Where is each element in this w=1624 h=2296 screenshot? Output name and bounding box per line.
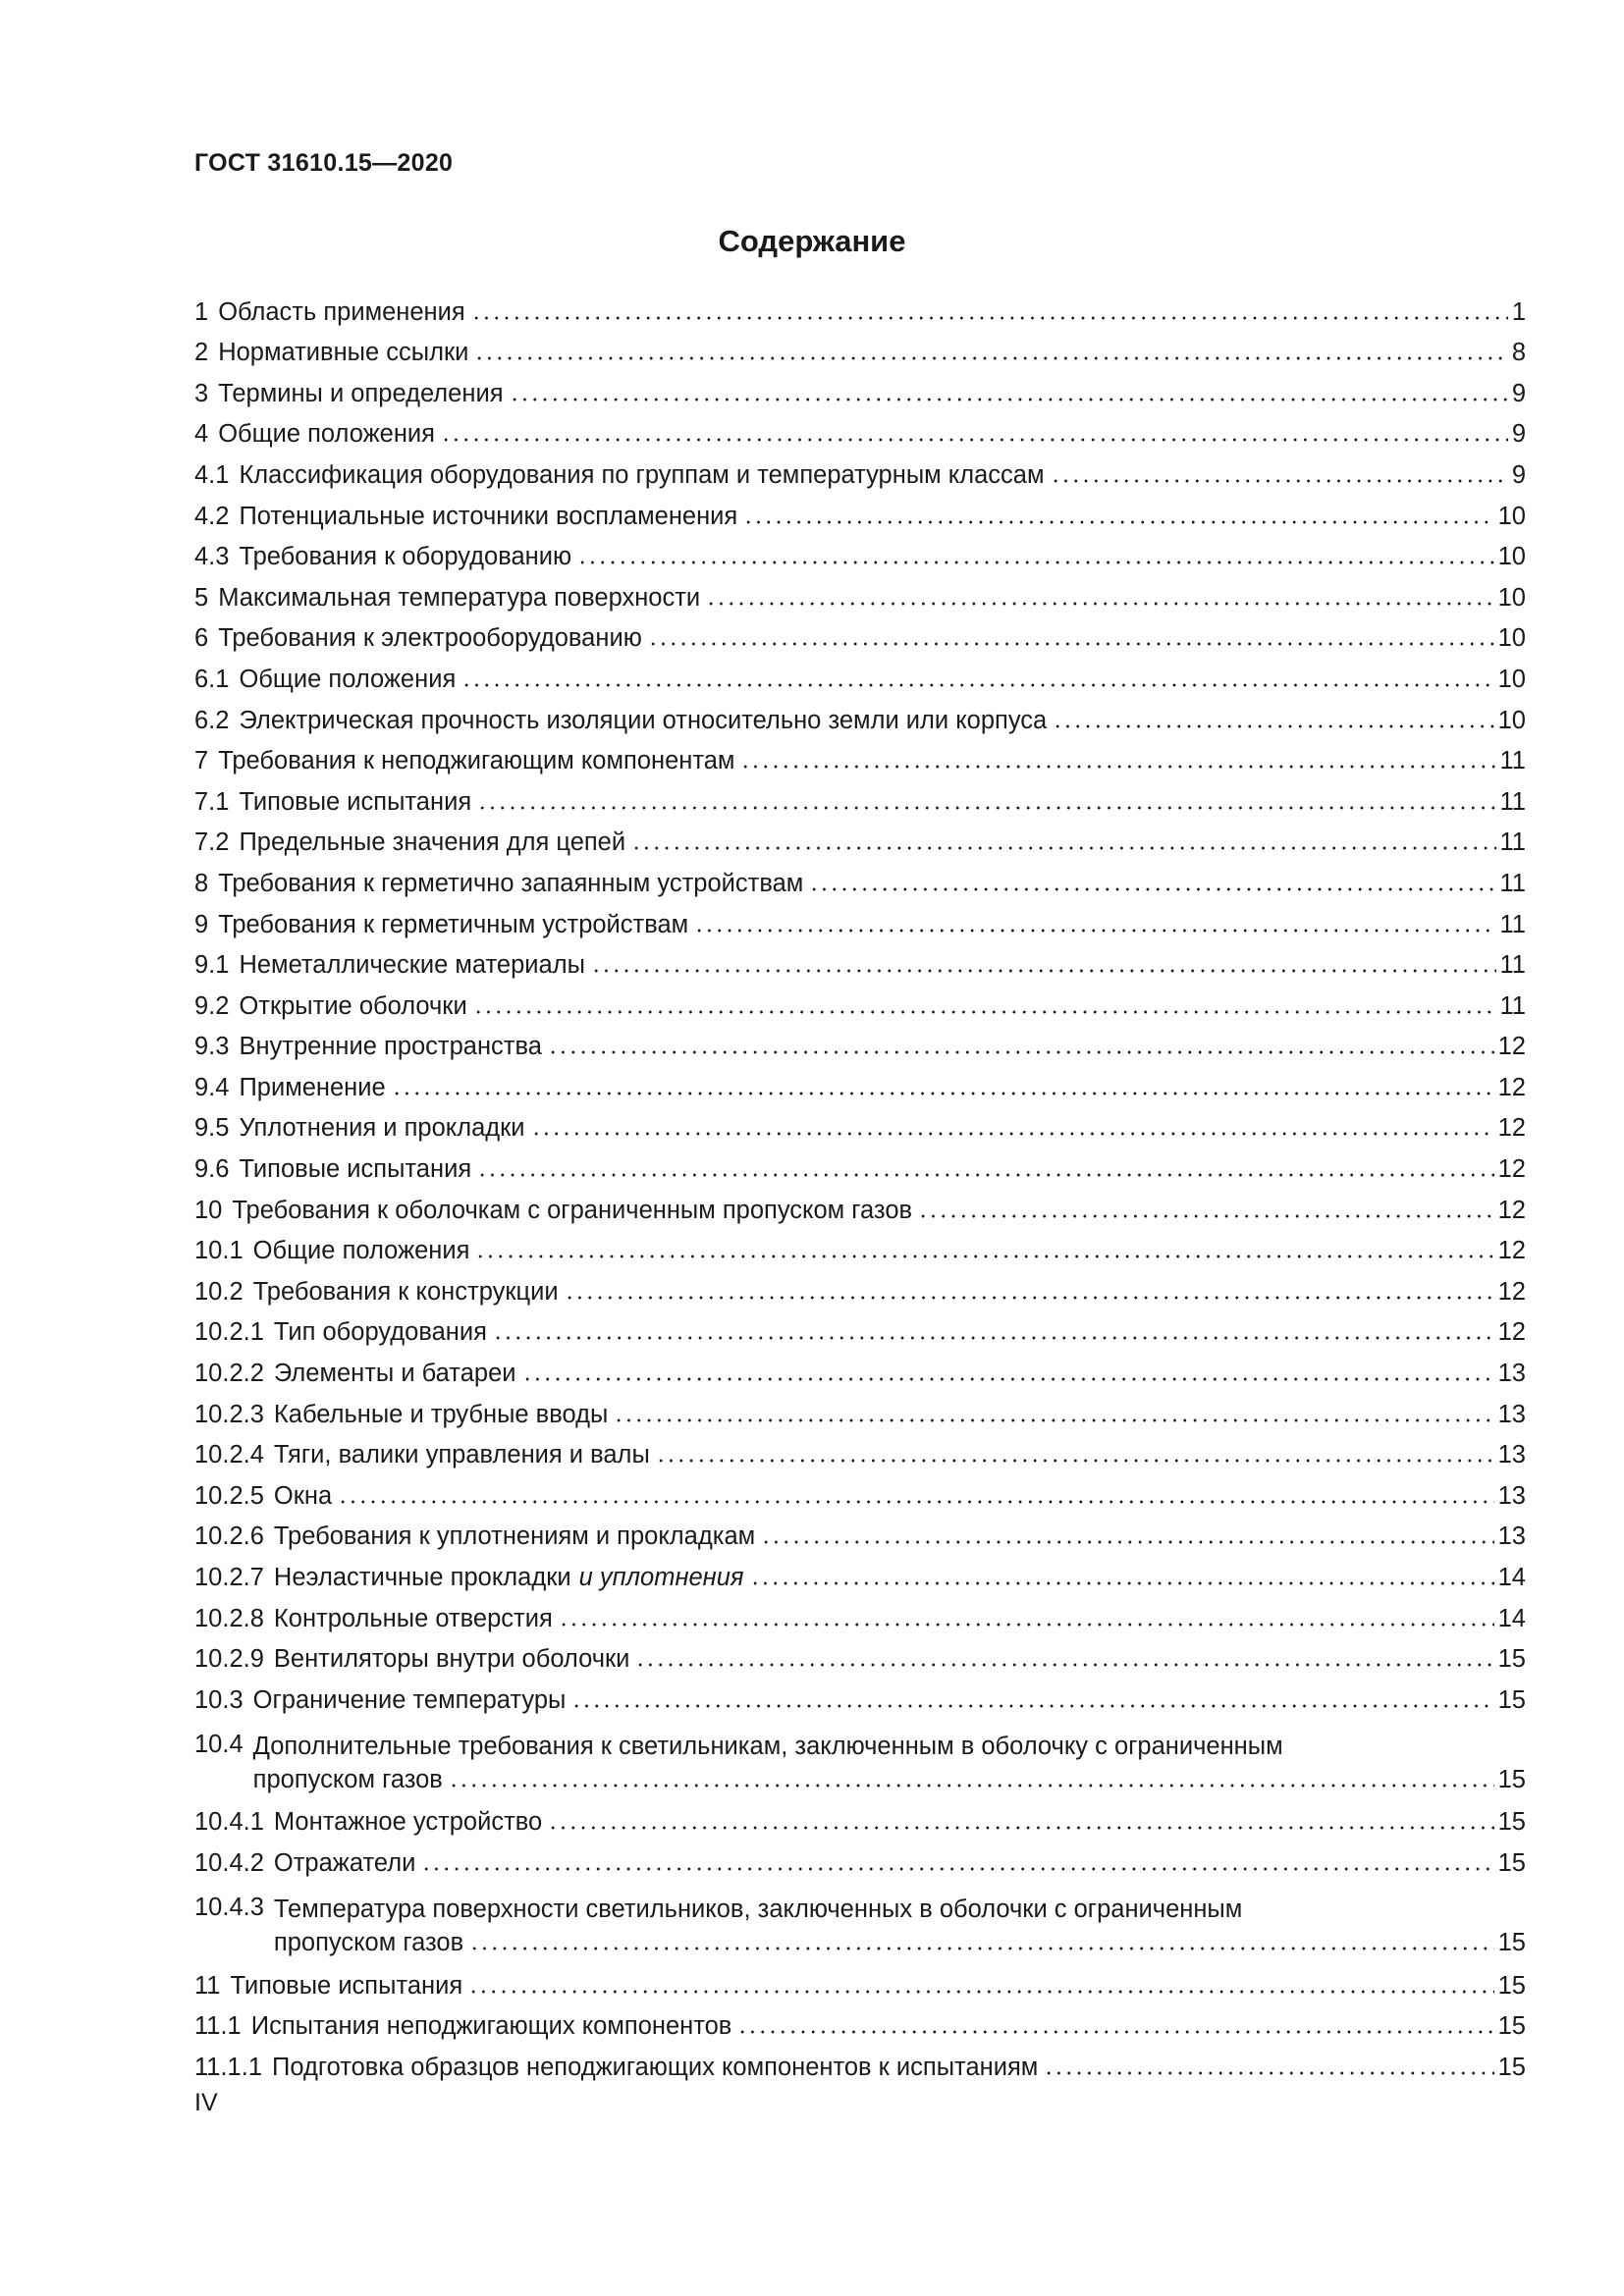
toc-entry-number: 6.2 [194,706,230,734]
toc-entry[interactable] [194,866,1526,907]
toc-entry-page: 10 [1497,583,1526,612]
toc-entry-title: Монтажное устройство [273,1808,543,1837]
toc-entry-number: 10.2.1 [194,1318,264,1347]
toc-entry-number: 10.2.5 [194,1481,264,1510]
toc-entry[interactable] [194,1234,1526,1275]
toc-entry-page: 10 [1497,543,1526,571]
toc-entry-number: 9.3 [194,1033,230,1061]
dot-leader [1053,724,1493,728]
toc-entry-page: 8 [1511,339,1526,367]
toc-entry-title: Предельные значения для цепей [239,828,626,857]
dot-leader [656,1459,1494,1463]
toc-entry[interactable] [194,2050,1526,2091]
dot-leader [477,806,1495,810]
toc-entry-title: Подготовка образцов неподжигающих компонентов к испытаниям [272,2053,1039,2081]
toc-entry-number: 7 [194,747,209,775]
toc-entry-page: 10 [1497,706,1526,734]
dot-leader [635,1663,1493,1667]
dot-leader [471,316,1508,320]
toc-entry-number: 10.4.1 [194,1808,264,1837]
toc-entry-number: 10.3 [194,1685,244,1714]
toc-entry-page: 1 [1511,297,1526,326]
toc-entry[interactable] [194,662,1526,703]
dot-leader [631,846,1495,850]
toc-entry-title: Дополнительные требования к светильникам, заключенным в оболочку с ограниченным [252,1732,1283,1760]
toc-entry-number: 5 [194,583,209,612]
toc-entry-number: 10.2.9 [194,1645,264,1674]
toc-entry[interactable] [194,1520,1526,1561]
dot-leader [548,1050,1494,1054]
dot-leader [531,1132,1494,1136]
dot-leader [468,1990,1493,1994]
toc-entry-title: Элементы и батареи [273,1360,516,1388]
toc-entry-page: 15 [1497,1765,1526,1793]
toc-entry[interactable] [194,1724,1526,1805]
dot-leader [737,2030,1493,2034]
toc-title: Содержание [718,224,906,258]
toc-entry[interactable] [194,1682,1526,1724]
toc-entry-page: 9 [1511,460,1526,489]
toc-entry-number: 10.2.6 [194,1522,264,1551]
toc-entry-title: Контрольные отверстия [273,1604,553,1632]
dot-leader [648,642,1494,646]
toc-entry[interactable] [194,784,1526,826]
toc-entry-page: 9 [1511,379,1526,407]
dot-leader [461,683,1493,687]
toc-entry-page: 12 [1497,1073,1526,1101]
toc-entry-title: Максимальная температура поверхности [218,583,701,612]
toc-entry-number: 10.4 [194,1730,244,1758]
toc-entry-title: Внутренние пространства [239,1033,542,1061]
toc-entry-title-continued: пропуском газов [273,1928,464,1956]
dot-leader [522,1377,1494,1381]
toc-entry-number: 4 [194,420,209,449]
toc-entry-number: 4.1 [194,460,230,489]
toc-entry-page: 10 [1497,624,1526,653]
toc-entry-title: Неметаллические материалы [239,951,585,980]
toc-entry-number: 6 [194,624,209,653]
toc-entry[interactable] [194,457,1526,499]
toc-entry-page: 15 [1497,2012,1526,2041]
dot-leader [918,1214,1494,1218]
toc-entry[interactable] [194,826,1526,867]
toc-entry-page: 15 [1497,1808,1526,1837]
toc-entry-title: Требования к герметичным устройствам [218,910,689,938]
toc-entry-page: 12 [1497,1318,1526,1347]
toc-entry-title: Вентиляторы внутри оболочки [273,1645,630,1674]
toc-entry-page: 13 [1497,1481,1526,1510]
toc-entry[interactable] [194,1274,1526,1315]
toc-entry-title: Типовые испытания [230,1971,463,2000]
dot-leader [475,1255,1493,1258]
dot-leader [392,1092,1494,1095]
toc-entry-title: Открытие оболочки [239,991,467,1020]
dot-leader [577,561,1494,564]
toc-entry[interactable] [194,376,1526,417]
toc-entry-page: 15 [1497,2053,1526,2081]
toc-entry[interactable] [194,580,1526,621]
toc-entry-number: 6.1 [194,665,230,693]
toc-entry-title: Применение [239,1073,386,1101]
dot-leader [474,356,1507,360]
dot-leader [421,1867,1493,1871]
toc-entry-page: 14 [1497,1564,1526,1591]
dot-leader [441,438,1508,442]
toc-entry-page: 11 [1499,951,1526,980]
dot-leader [614,1418,1493,1422]
toc-entry[interactable] [194,1642,1526,1683]
toc-entry-page: 11 [1499,828,1526,857]
dot-leader [743,520,1493,524]
toc-entry[interactable] [194,540,1526,581]
toc-entry[interactable] [194,2009,1526,2051]
toc-entry[interactable] [194,744,1526,785]
toc-entry-title: Классификация оборудования по группам и температурным классам [239,460,1045,489]
toc-entry-title: Электрическая прочность изоляции относительно земли или корпуса [239,706,1048,734]
toc-entry[interactable] [194,1070,1526,1111]
toc-entry-title: Общие положения [239,665,457,693]
toc-entry-title: Требования к оборудованию [239,543,572,571]
toc-entry-page: 13 [1497,1441,1526,1469]
toc-entry[interactable] [194,1030,1526,1071]
toc-entry[interactable] [194,1356,1526,1397]
toc-entry[interactable] [194,1438,1526,1479]
toc-entry-title: Тяги, валики управления и валы [273,1441,650,1469]
dot-leader [571,1704,1493,1708]
toc-entry-number: 10.4.3 [194,1893,264,1921]
toc-entry[interactable] [194,294,1526,336]
toc-entry-page: 11 [1499,747,1526,775]
toc-entry-page: 15 [1497,1848,1526,1877]
dot-leader [473,1010,1496,1014]
dot-leader [338,1500,1493,1504]
dot-leader [510,398,1508,401]
toc-entry-title-italic: и уплотнения [578,1564,744,1591]
toc-entry[interactable] [194,1151,1526,1193]
dot-leader [740,765,1495,769]
toc-entry-title: Температура поверхности светильников, заключенных в оболочки с ограниченным [273,1895,1243,1923]
toc-entry-title: Требования к конструкции [252,1277,559,1306]
toc-entry-page: 13 [1497,1522,1526,1551]
toc-entry[interactable] [194,336,1526,377]
toc-entry-number: 10.2.8 [194,1604,264,1632]
toc-entry[interactable] [194,417,1526,458]
toc-entry-title: Требования к оболочкам с ограниченным пропуском газов [232,1196,913,1224]
toc-entry-title: Неэластичные прокладки [273,1564,571,1591]
toc-entry-page: 10 [1497,665,1526,693]
dot-leader [761,1540,1493,1544]
dot-leader [694,929,1495,933]
toc-entry[interactable] [194,1968,1526,2009]
toc-entry-title: Область применения [218,297,465,326]
toc-entry-title: Уплотнения и прокладки [239,1114,525,1143]
toc-entry-title: Типовые испытания [239,787,472,816]
toc-entry[interactable] [194,1845,1526,1887]
toc-entry-title: Требования к неподжигающим компонентам [218,747,735,775]
toc-entry-page: 13 [1497,1360,1526,1388]
toc-entry-title: Требования к герметично запаянным устройствам [218,869,804,897]
dot-leader [750,1581,1494,1585]
toc-entry[interactable] [194,1805,1526,1846]
toc-entry-number: 11.1 [194,2012,242,2041]
toc-entry[interactable] [194,499,1526,540]
toc-entry-page: 15 [1497,1928,1526,1956]
toc-entry-number: 10.2.3 [194,1400,264,1428]
toc-entry[interactable] [194,1111,1526,1152]
toc-entry-title: Отражатели [273,1848,416,1877]
toc-entry-number: 10.1 [194,1237,244,1265]
toc-entry-page: 12 [1497,1114,1526,1143]
toc-entry-page: 13 [1497,1400,1526,1428]
toc-entry-title: Термины и определения [218,379,504,407]
document-code: ГОСТ 31610.15—2020 [194,149,454,177]
toc-entry-number: 10.2.4 [194,1441,264,1469]
toc-entry[interactable] [194,621,1526,663]
toc-entry[interactable] [194,1887,1526,1968]
toc-entry[interactable] [194,1478,1526,1520]
toc-entry-number: 8 [194,869,209,897]
toc-entry-title: Общие положения [218,420,435,449]
toc-entry-number: 9.4 [194,1073,230,1101]
toc-entry[interactable] [194,988,1526,1030]
toc-entry-number: 11 [194,1971,221,2000]
toc-entry-number: 10.2 [194,1277,244,1306]
toc-entry-page: 15 [1497,1971,1526,2000]
toc-entry[interactable] [194,948,1526,989]
dot-leader [559,1623,1494,1627]
toc-entry-title: Общие положения [252,1237,470,1265]
toc-entry-number: 3 [194,379,209,407]
toc-entry-number: 10.2.7 [194,1564,264,1591]
toc-entry-number: 9 [194,910,209,938]
dot-leader [706,602,1493,606]
dot-leader [493,1336,1494,1340]
dot-leader [1044,2071,1493,2075]
toc-entry-page: 14 [1497,1604,1526,1632]
toc-entry-title: Требования к уплотнениям и прокладкам [273,1522,756,1551]
page-number: IV [194,2089,218,2116]
toc-entry-number: 1 [194,297,209,326]
toc-entry-title: Окна [273,1481,333,1510]
toc-entry-title: Кабельные и трубные вводы [273,1400,609,1428]
toc-entry-title: Требования к электрооборудованию [218,624,642,653]
toc-entry[interactable] [194,1601,1526,1642]
toc-entry-title: Тип оборудования [273,1318,487,1347]
toc-entry-number: 10.4.2 [194,1848,264,1877]
toc-entry-page: 15 [1497,1685,1526,1714]
toc-entry-title: Потенциальные источники воспламенения [239,502,738,530]
dot-leader [469,1947,1494,1950]
toc-entry-number: 2 [194,339,209,367]
toc-entry-title-continued: пропуском газов [252,1765,443,1793]
toc-entry[interactable] [194,1560,1526,1601]
toc-entry-page: 11 [1499,869,1526,897]
toc-entry[interactable] [194,907,1526,948]
toc-entry-page: 12 [1497,1033,1526,1061]
toc-entry-page: 12 [1497,1155,1526,1184]
dot-leader [1051,479,1508,483]
toc-entry-number: 4.3 [194,543,230,571]
dot-leader [477,1173,1494,1177]
toc-entry-number: 9.2 [194,991,230,1020]
toc-entry-page: 15 [1497,1645,1526,1674]
toc-entry[interactable] [194,1315,1526,1357]
toc-entry-number: 4.2 [194,502,230,530]
toc-entry-page: 11 [1499,787,1526,816]
toc-entry[interactable] [194,1397,1526,1438]
toc-entry-page: 11 [1499,991,1526,1020]
toc-entry-title: Испытания неподжигающих компонентов [250,2012,732,2041]
toc-entry-number: 10.2.2 [194,1360,264,1388]
toc-entry-page: 12 [1497,1277,1526,1306]
dot-leader [565,1296,1494,1300]
table-of-contents [194,294,1526,2091]
toc-entry-number: 7.1 [194,787,230,816]
toc-entry[interactable] [194,1193,1526,1234]
toc-entry-number: 11.1.1 [194,2053,263,2081]
toc-entry-number: 9.6 [194,1155,230,1184]
toc-entry-number: 10 [194,1196,223,1224]
toc-entry-number: 7.2 [194,828,230,857]
dot-leader [809,887,1495,891]
toc-entry-title: Ограничение температуры [252,1685,567,1714]
toc-entry-page: 9 [1511,420,1526,449]
dot-leader [548,1826,1493,1830]
toc-entry-title: Нормативные ссылки [218,339,469,367]
toc-entry-title: Типовые испытания [239,1155,472,1184]
toc-entry-number: 9.5 [194,1114,230,1143]
toc-entry-page: 10 [1497,502,1526,530]
toc-entry-page: 12 [1497,1196,1526,1224]
toc-entry[interactable] [194,703,1526,744]
toc-entry-number: 9.1 [194,951,230,980]
dot-leader [449,1784,1494,1788]
toc-entry-page: 12 [1497,1237,1526,1265]
dot-leader [591,969,1496,973]
toc-entry-page: 11 [1499,910,1526,938]
